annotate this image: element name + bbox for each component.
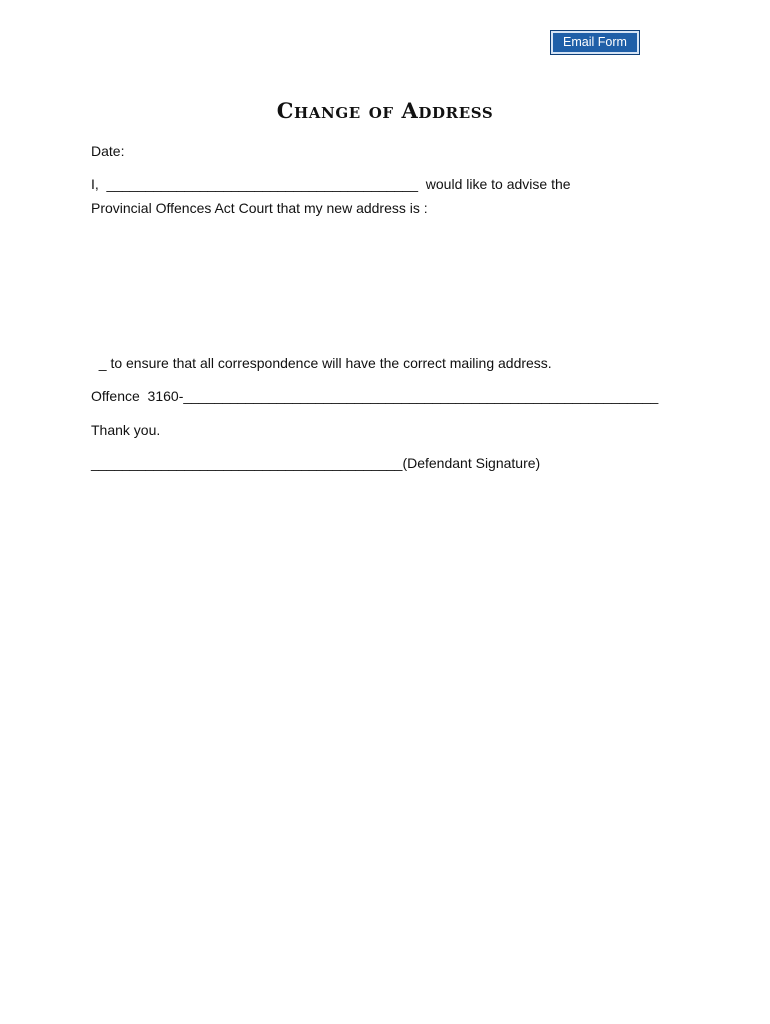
name-advise-line: I, ________________________________________ would like to advise the: [91, 176, 571, 192]
date-label: Date:: [91, 143, 125, 159]
document-title: Change of Address: [276, 98, 494, 123]
new-address-line: Provincial Offences Act Court that my new address is :: [91, 200, 428, 216]
thank-you-text: Thank you.: [91, 422, 161, 438]
email-form-button[interactable]: Email Form: [550, 30, 640, 55]
defendant-signature-line: ________________________________________(Defendant Signature): [91, 455, 541, 471]
correspondence-line: _ to ensure that all correspondence will have the correct mailing address.: [91, 355, 552, 371]
offence-number-line: Offence 3160-_____________________________________________________________: [91, 388, 659, 404]
